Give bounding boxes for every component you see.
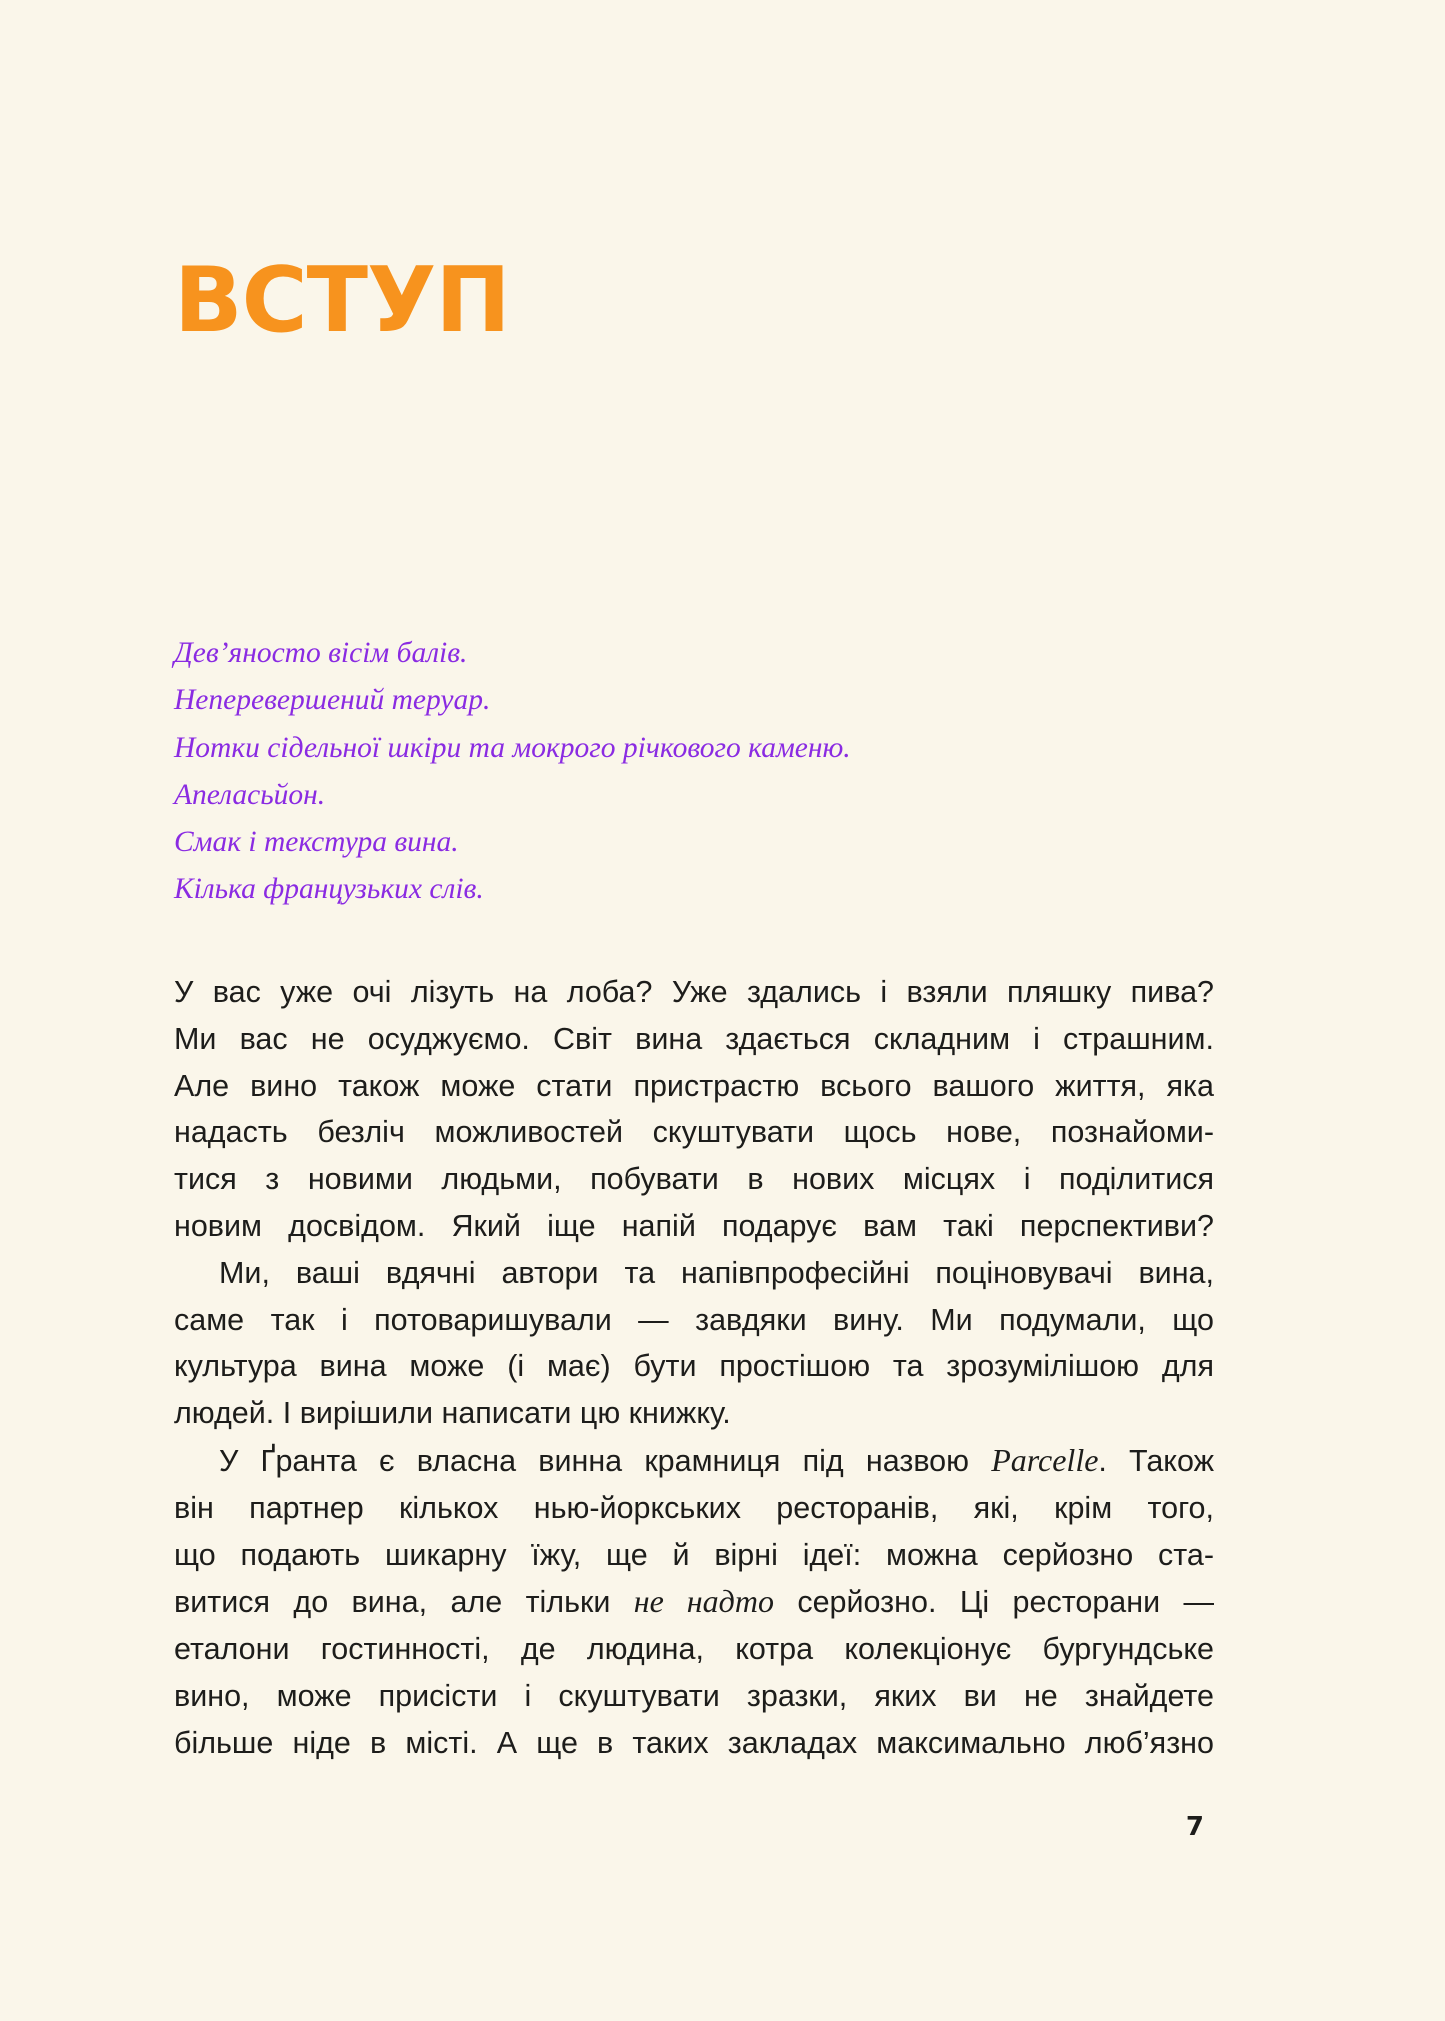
body-line-text: витися до вина, але тільки xyxy=(174,1585,634,1620)
body-line: У вас уже очі лізуть на лоба? Уже здались і взяли пляшку пива? xyxy=(174,975,1214,1009)
italic-term: Parcelle xyxy=(991,1441,1099,1478)
body-text xyxy=(174,969,1214,1767)
epigraph-line: Дев’яносто вісім балів. xyxy=(174,637,468,669)
epigraph-line: Неперевершений теруар. xyxy=(174,684,491,717)
body-line: що подають шикарну їжу, ще й вірні ідеї: можна серйозно ста- xyxy=(174,1537,1214,1572)
body-line xyxy=(174,1437,1214,1485)
epigraph-line: Смак і текстура вина. xyxy=(174,826,459,859)
body-line: вино, може присісти і скуштувати зразки, яких ви не знайдете xyxy=(174,1678,1214,1713)
body-line-text: У Ґранта є власна винна крамниця під назвою xyxy=(219,1443,992,1478)
body-line: Ми, ваші вдячні автори та напівпрофесійні поціновувачі вина, xyxy=(219,1255,1214,1290)
italic-emphasis: не надто xyxy=(633,1583,774,1620)
body-line: людей. І вирішили написати цю книжку. xyxy=(174,1396,731,1431)
epigraph-line: Нотки сідельної шкіри та мокрого річкового каменю. xyxy=(174,731,851,764)
body-line: новим досвідом. Який іще напій подарує вам такі перспективи? xyxy=(174,1208,1214,1243)
epigraph-line: Кілька французьких слів. xyxy=(174,873,484,906)
body-line: Але вино також може стати пристрастю всього вашого життя, яка xyxy=(174,1068,1214,1103)
body-line: надасть безліч можливостей скуштувати щось нове, познайоми- xyxy=(174,1115,1214,1150)
body-line: він партнер кількох нью-йоркських ресторанів, які, крім того, xyxy=(174,1490,1214,1525)
body-line: культура вина може (і має) бути простішою та зрозумілішою для xyxy=(174,1349,1214,1384)
epigraph xyxy=(174,630,1214,914)
body-line: еталони гостинності, де людина, котра колекціонує бургундське xyxy=(174,1632,1214,1667)
chapter-title: ВСТУП xyxy=(174,248,510,353)
body-line xyxy=(174,1578,1214,1626)
body-line: тися з новими людьми, побувати в нових місцях і поділитися xyxy=(174,1162,1214,1197)
body-line-text: серйозно. Ці ресторани — xyxy=(773,1585,1215,1620)
page-number: 7 xyxy=(1185,1812,1204,1842)
body-line: саме так і потоваришували — завдяки вину. Ми подумали, що xyxy=(174,1302,1214,1337)
body-line-text: . Також xyxy=(1098,1443,1214,1478)
body-line: Ми вас не осуджуємо. Світ вина здається складним і страшним. xyxy=(174,1021,1214,1056)
body-line: більше ніде в місті. А ще в таких закладах максимально люб’язно xyxy=(174,1725,1214,1760)
epigraph-line: Апеласьйон. xyxy=(174,778,326,811)
